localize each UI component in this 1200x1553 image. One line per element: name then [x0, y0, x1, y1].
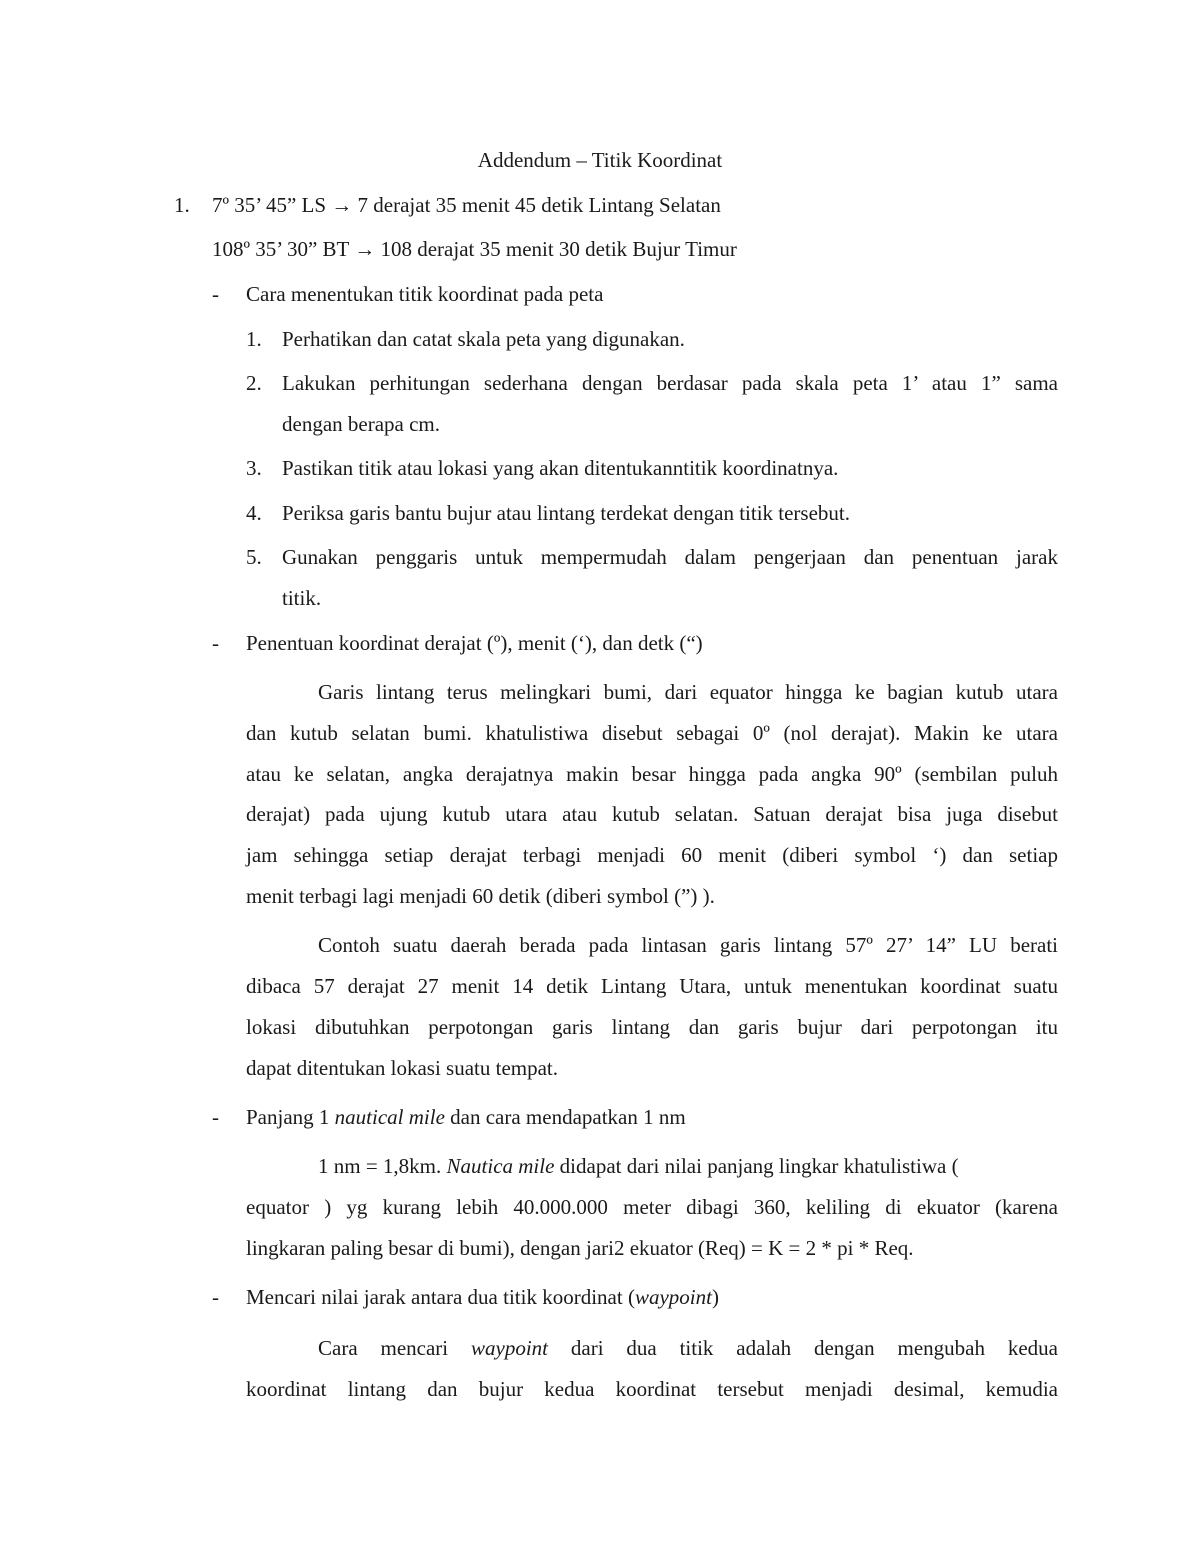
text-italic: Nautica mile [446, 1154, 555, 1178]
bullet-dash: - [212, 631, 219, 655]
paragraph-line: dan kutub selatan bumi. khatulistiwa disebut sebagai 0º (nol derajat). Makin ke utara [246, 721, 1058, 745]
arrow-icon: → [331, 193, 353, 217]
document-title: Addendum – Titik Koordinat [477, 148, 723, 172]
coordinate-label: 7º 35’ 45” LS [212, 193, 327, 217]
coordinate-reading: 108 derajat 35 menit 30 detik Bujur Timur [380, 237, 737, 261]
heading-italic: nautical mile [334, 1105, 445, 1129]
step-text: Gunakan penggaris untuk mempermudah dalam pengerjaan dan penentuan jarak [282, 545, 1058, 569]
arrow-icon: → [354, 237, 376, 261]
text-run: dari dua titik adalah dengan mengubah kedua [548, 1336, 1058, 1360]
text-run: didapat dari nilai panjang lingkar khatulistiwa ( [554, 1154, 959, 1178]
coordinate-reading: 7 derajat 35 menit 45 detik Lintang Selatan [357, 193, 721, 217]
bullet-dash: - [212, 1285, 219, 1309]
step-text: Periksa garis bantu bujur atau lintang terdekat dengan titik tersebut. [282, 501, 851, 525]
bullet-dash: - [212, 1105, 219, 1129]
section-heading-degree: Penentuan koordinat derajat (º), menit (‘), dan detk (“) [246, 631, 703, 655]
coordinate-line-1 [212, 191, 721, 219]
step-text: Pastikan titik atau lokasi yang akan ditentukanntitik koordinatnya. [282, 456, 839, 480]
section-heading-map: Cara menentukan titik koordinat pada peta [246, 282, 604, 306]
heading-text: Panjang 1 [246, 1105, 335, 1129]
step-number: 3. [246, 456, 262, 480]
paragraph-line: koordinat lintang dan bujur kedua koordinat tersebut menjadi desimal, kemudia [246, 1377, 1058, 1401]
step-text: Lakukan perhitungan sederhana dengan berdasar pada skala peta 1’ atau 1” sama [282, 371, 1058, 395]
section-heading-nautical-mile [246, 1103, 686, 1131]
step-text: Perhatikan dan catat skala peta yang digunakan. [282, 327, 685, 351]
paragraph-line: jam sehingga setiap derajat terbagi menjadi 60 menit (diberi symbol ‘) dan setiap [246, 843, 1058, 867]
text-run: Cara mencari [318, 1336, 472, 1360]
text-run: 1 nm = 1,8km. [318, 1154, 447, 1178]
paragraph-line [318, 1334, 1058, 1362]
item-number: 1. [174, 193, 190, 217]
step-number: 2. [246, 371, 262, 395]
paragraph-line: lingkaran paling besar di bumi), dengan jari2 ekuator (Req) = K = 2 * pi * Req. [246, 1236, 914, 1260]
coordinate-label: 108º 35’ 30” BT [212, 237, 349, 261]
paragraph-line: equator ) yg kurang lebih 40.000.000 meter dibagi 360, keliling di ekuator (karena [246, 1195, 1058, 1219]
heading-italic: waypoint [634, 1285, 712, 1309]
heading-text: Mencari nilai jarak antara dua titik koordinat ( [246, 1285, 635, 1309]
step-text-continued: dengan berapa cm. [282, 412, 441, 436]
paragraph-line: Garis lintang terus melingkari bumi, dari equator hingga ke bagian kutub utara [318, 680, 1058, 704]
paragraph-line: Contoh suatu daerah berada pada lintasan garis lintang 57º 27’ 14” LU berati [318, 933, 1058, 957]
paragraph-line [318, 1152, 959, 1180]
step-number: 5. [246, 545, 262, 569]
section-heading-waypoint [246, 1283, 719, 1311]
heading-text: dan cara mendapatkan 1 nm [444, 1105, 686, 1129]
text-italic: waypoint [471, 1336, 549, 1360]
coordinate-line-2 [212, 235, 737, 263]
heading-text: ) [711, 1285, 719, 1309]
paragraph-line: dibaca 57 derajat 27 menit 14 detik Lintang Utara, untuk menentukan koordinat suatu [246, 974, 1058, 998]
paragraph-line: derajat) pada ujung kutub utara atau kutub selatan. Satuan derajat bisa juga disebut [246, 802, 1058, 826]
paragraph-line: menit terbagi lagi menjadi 60 detik (diberi symbol (”) ). [246, 884, 715, 908]
paragraph-line: dapat ditentukan lokasi suatu tempat. [246, 1056, 559, 1080]
step-text-continued: titik. [282, 586, 322, 610]
bullet-dash: - [212, 282, 219, 306]
paragraph-line: lokasi dibutuhkan perpotongan garis lintang dan garis bujur dari perpotongan itu [246, 1015, 1058, 1039]
step-number: 4. [246, 501, 262, 525]
paragraph-line: atau ke selatan, angka derajatnya makin besar hingga pada angka 90º (sembilan puluh [246, 762, 1058, 786]
step-number: 1. [246, 327, 262, 351]
